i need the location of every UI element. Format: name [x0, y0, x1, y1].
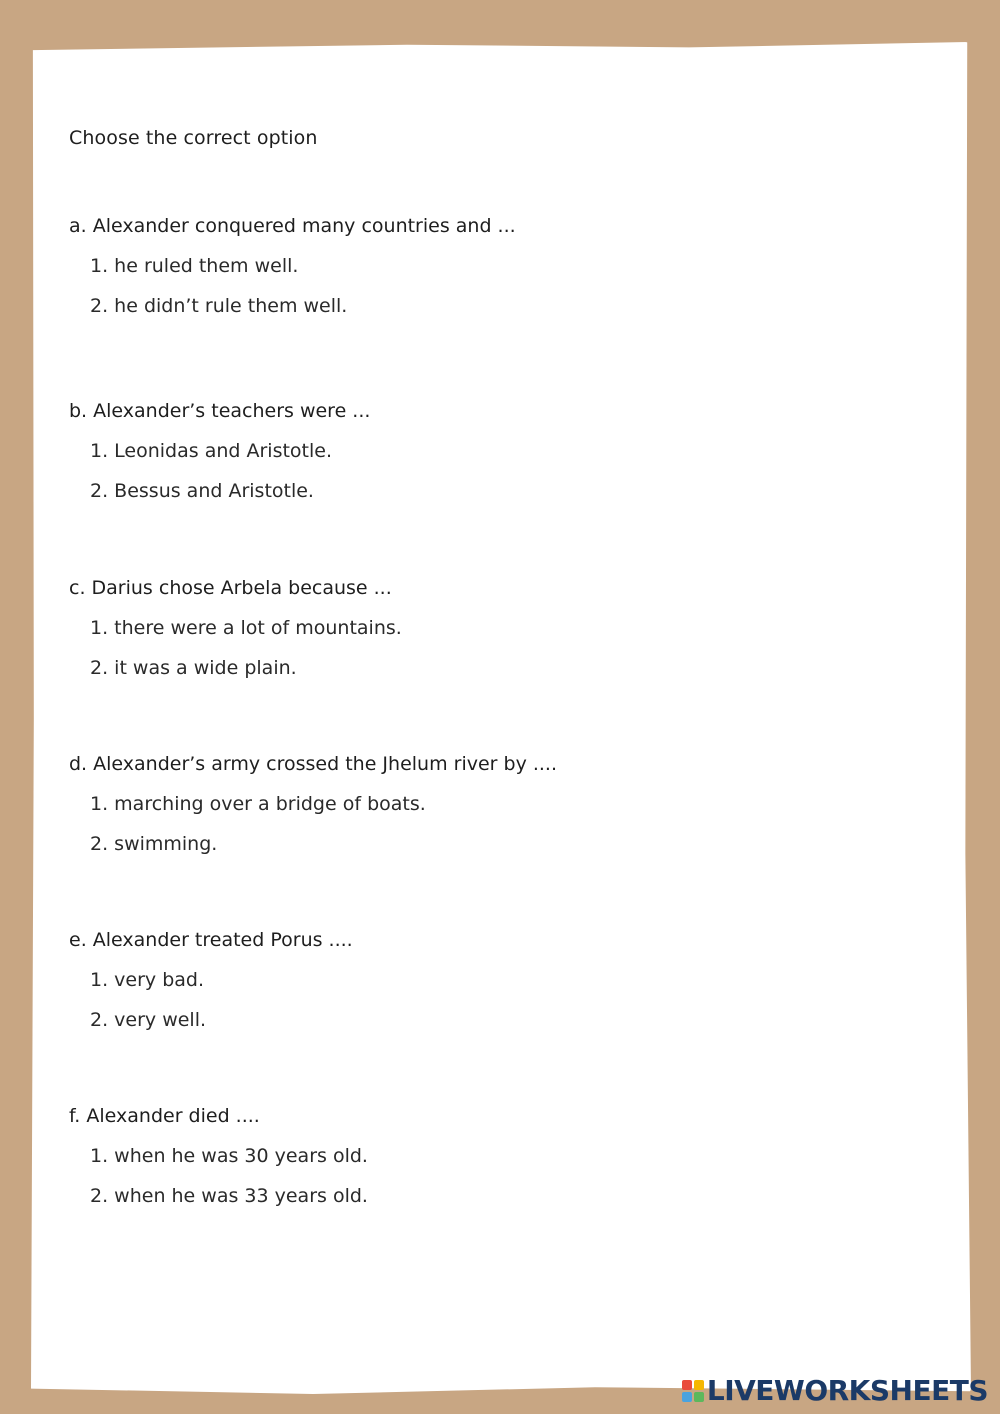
question-stem: d. Alexander’s army crossed the Jhelum river by ....: [69, 753, 558, 775]
option-1[interactable]: 1. there were a lot of mountains.: [90, 617, 402, 639]
question-stem: f. Alexander died ....: [69, 1105, 260, 1127]
option-1[interactable]: 1. very bad.: [90, 969, 204, 991]
question-stem: e. Alexander treated Porus ....: [69, 929, 353, 951]
question-e: [69, 927, 353, 1033]
option-1[interactable]: 1. Leonidas and Aristotle.: [90, 440, 332, 462]
logo-blocks-icon: [682, 1380, 704, 1402]
option-2[interactable]: 2. very well.: [90, 1009, 207, 1031]
question-b: [69, 398, 370, 504]
option-2[interactable]: 2. it was a wide plain.: [90, 657, 297, 679]
option-1[interactable]: 1. he ruled them well.: [90, 255, 299, 277]
question-f: [69, 1103, 368, 1209]
option-1[interactable]: 1. when he was 30 years old.: [90, 1145, 368, 1167]
option-2[interactable]: 2. Bessus and Aristotle.: [90, 480, 314, 502]
page-title: Choose the correct option: [69, 127, 318, 149]
option-2[interactable]: 2. when he was 33 years old.: [90, 1185, 368, 1207]
question-stem: c. Darius chose Arbela because ...: [69, 577, 392, 599]
option-1[interactable]: 1. marching over a bridge of boats.: [90, 793, 426, 815]
question-a: [69, 213, 516, 319]
logo-text: LIVEWORKSHEETS: [706, 1374, 988, 1407]
question-stem: a. Alexander conquered many countries and ...: [69, 215, 516, 237]
option-2[interactable]: 2. swimming.: [90, 833, 218, 855]
question-d: [69, 751, 557, 857]
question-c: [69, 575, 402, 681]
question-stem: b. Alexander’s teachers were ...: [69, 400, 371, 422]
option-2[interactable]: 2. he didn’t rule them well.: [90, 295, 348, 317]
liveworksheets-logo: [682, 1374, 988, 1407]
